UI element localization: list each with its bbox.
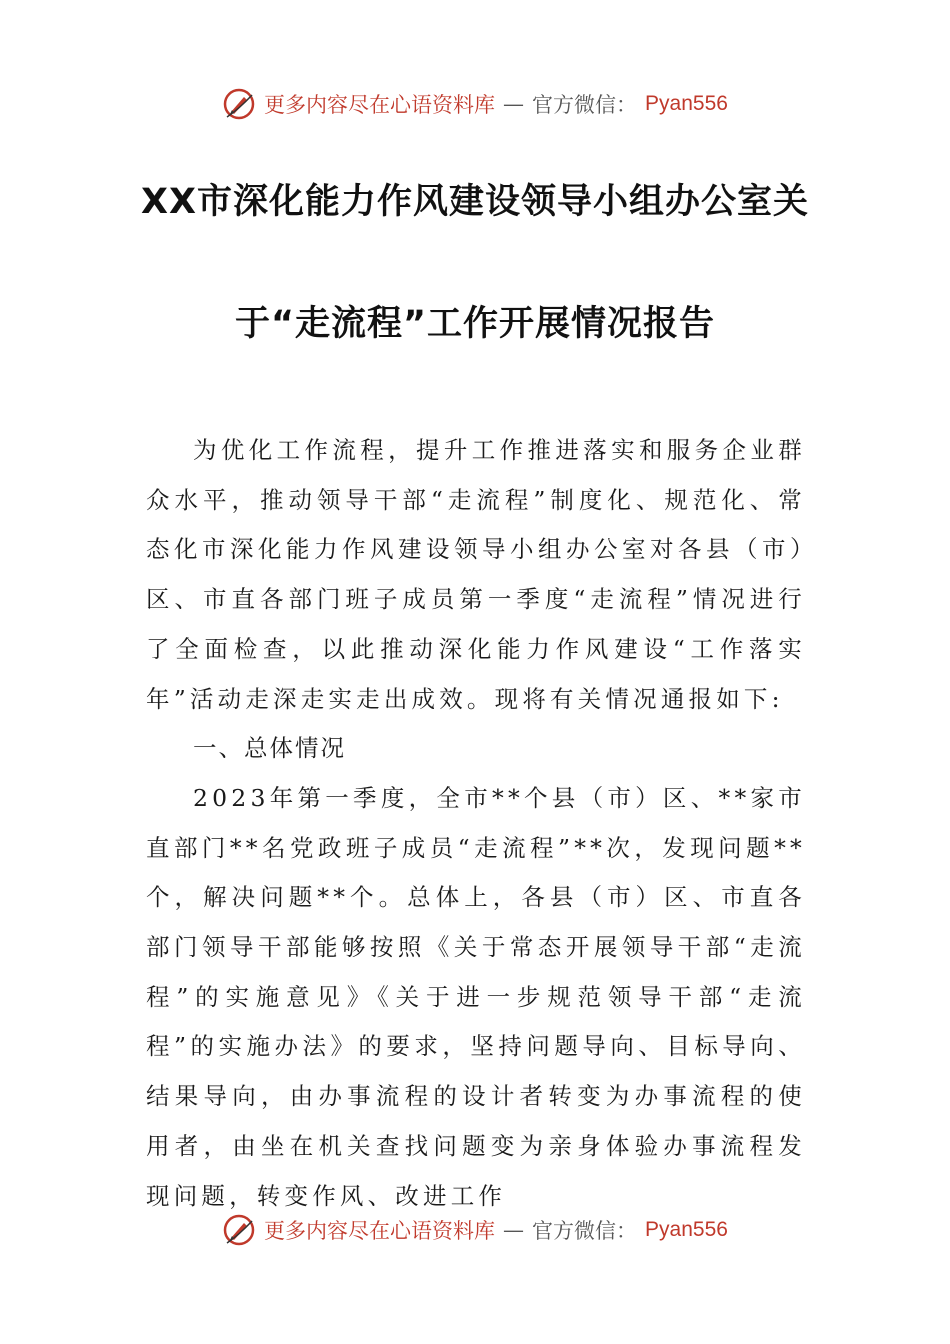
watermark-footer — [0, 1210, 950, 1250]
section-heading: 一、总体情况 — [193, 734, 346, 763]
paragraph-intro: 为优化工作流程，提升工作推进落实和服务企业群众水平，推动领导干部“走流程”制度化、规范化、常态化市深化能力作风建设领导小组办公室对各县（市）区、市直各部门班子成员第一季度“走流程”情况进行了全面检查，以此推动深化能力作风建设“工作落实年”活动走深走实走出成效。现将有关情况通报如下: — [146, 436, 806, 713]
watermark-prefix: 更多内容尽在心语资料库 — [264, 1219, 496, 1243]
pen-circle-logo-icon — [222, 1213, 256, 1247]
document-title-line1: XX市深化能力作风建设领导小组办公室关 — [141, 182, 809, 222]
watermark-separator: — — [503, 1218, 525, 1242]
watermark-suffix: 官方微信： — [532, 1219, 638, 1243]
document-title-line2: 于“走流程”工作开展情况报告 — [234, 304, 715, 344]
watermark-separator: — — [503, 92, 525, 116]
watermark-suffix: 官方微信： — [532, 93, 638, 117]
document-body — [146, 426, 806, 1221]
pen-circle-logo-icon — [222, 87, 256, 121]
watermark-id: Pyan556 — [645, 1218, 728, 1241]
paragraph-overview: 2023年第一季度，全市**个县（市）区、**家市直部门**名党政班子成员“走流程”**次，发现问题**个，解决问题**个。总体上，各县（市）区、市直各部门领导干部能够按照《关于常态开展领导干部“走流程”的实施意见》《关于进一步规范领导干部“走流程”的实施办法》的要求，坚持问题导向、目标导向、结果导向，由办事流程的设计者转变为办事流程的使用者，由坐在机关查找问题变为亲身体验办事流程发现问题，转变作风、改进工作 — [146, 783, 806, 1210]
watermark-prefix: 更多内容尽在心语资料库 — [264, 93, 496, 117]
watermark-id: Pyan556 — [645, 92, 728, 115]
watermark-header — [0, 84, 950, 124]
